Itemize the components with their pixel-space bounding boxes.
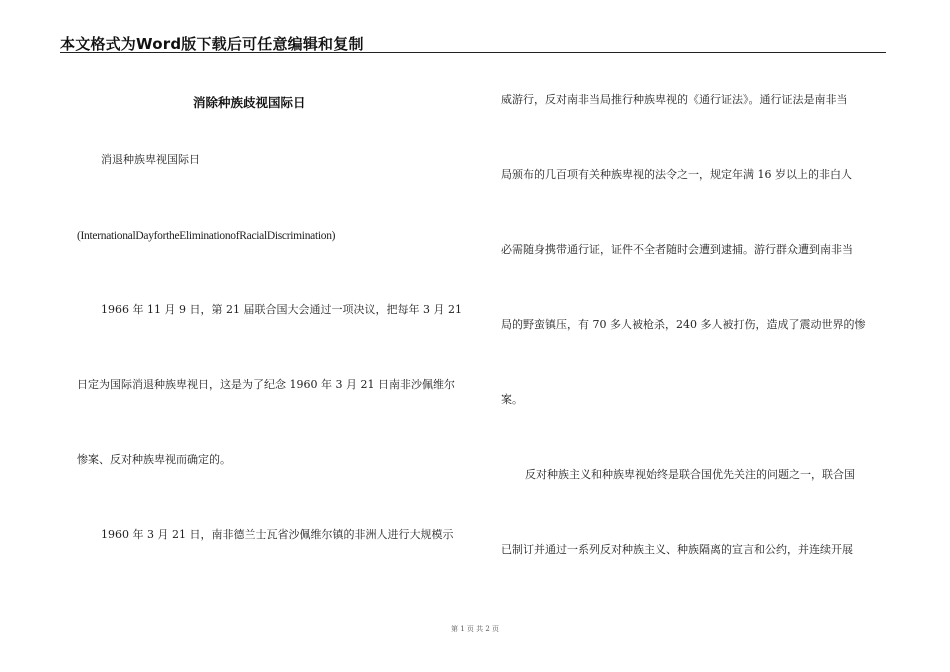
paragraph-line: 必需随身携带通行证，证件不全者随时会遭到逮捕。游行群众遭到南非当 [501,243,853,256]
page-number: 第 1 页 共 2 页 [450,625,500,633]
paragraph-line: 案。 [501,393,523,406]
paragraph-line: 局颁布的几百项有关种族卑视的法令之一，规定年满 16 岁以上的非白人 [501,168,852,181]
paragraph-line: 局的野蛮镇压，有 70 多人被枪杀，240 多人被打伤，造成了震动世界的惨 [501,318,866,331]
paragraph-line: 日定为国际消退种族卑视日，这是为了纪念 1960 年 3 月 21 日南非沙佩维尔 [77,378,455,391]
paragraph-line: 已制订并通过一系列反对种族主义、种族隔离的宣言和公约，并连续开展 [501,543,853,556]
document-title: 消除种族歧视国际日 [193,95,306,110]
paragraph-line: (InternationalDayfortheEliminationofRacialDiscrimination) [77,230,336,242]
header-title: 本文格式为Word版下载后可任意编辑和复制 [60,35,364,53]
header-rule [60,52,886,53]
paragraph-line: 威游行，反对南非当局推行种族卑视的《通行证法》。通行证法是南非当 [501,93,848,106]
paragraph-line: 反对种族主义和种族卑视始终是联合国优先关注的问题之一，联合国 [525,468,855,481]
paragraph-line: 1966 年 11 月 9 日，第 21 届联合国大会通过一项决议，把每年 3 月 21 [101,303,462,316]
paragraph-line: 惨案、反对种族卑视而确定的。 [77,453,231,466]
paragraph-line: 消退种族卑视国际日 [101,153,200,166]
paragraph-line: 1960 年 3 月 21 日，南非德兰士瓦省沙佩维尔镇的非洲人进行大规模示 [101,528,454,541]
